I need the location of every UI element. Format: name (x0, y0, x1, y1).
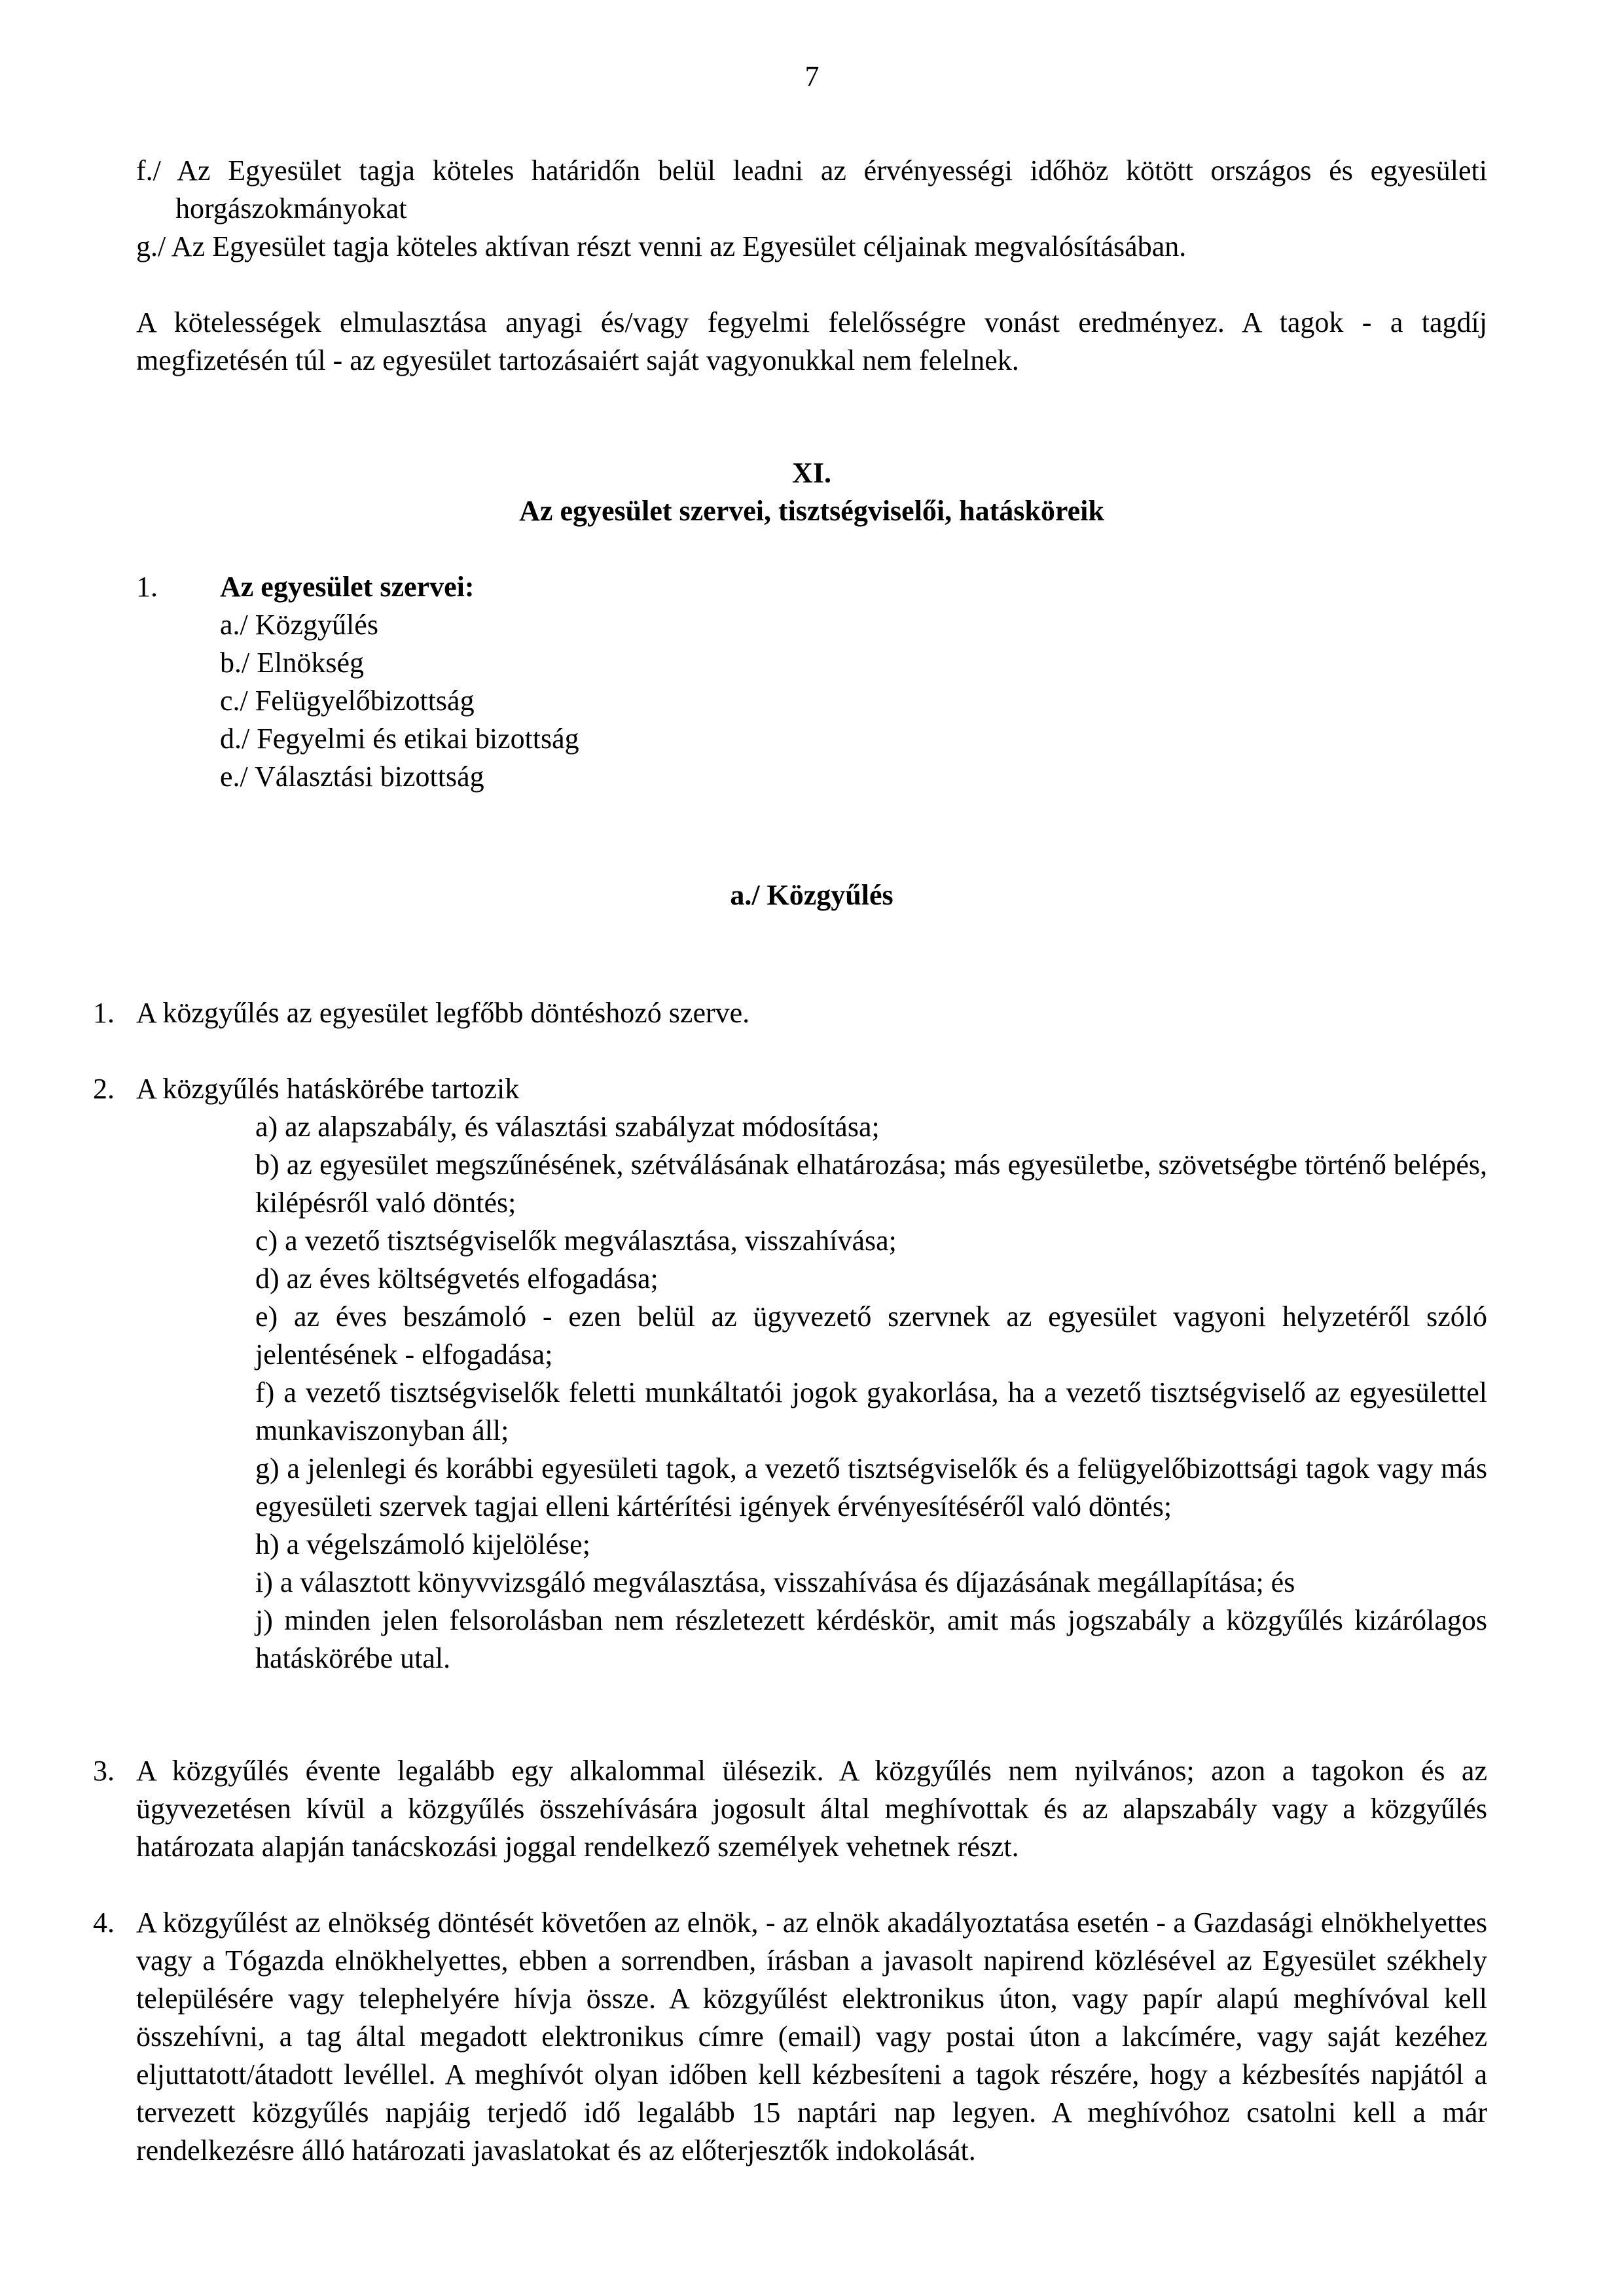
section-title: a./ Közgyűlés (730, 879, 893, 911)
duties-paragraph: A kötelességek elmulasztása anyagi és/vagy fegyelmi felelősségre vonást eredményez. A tagok - a tagdíj megfizetésén túl - az egyesület tartozásaiért saját vagyonukkal nem felelnek. (136, 306, 1487, 376)
competence-item: h) a végelszámoló kijelölése; (255, 1528, 590, 1560)
organ-item-felugyelobizottsag: c./ Felügyelőbizottság (220, 685, 475, 717)
point-text: A közgyűlést az elnökség döntését követően az elnök, - az elnök akadályoztatása esetén - a Gazdasági elnökhelyettes vagy a Tógazda elnökhelyettes, ebben a sorrendben, írásban a javasolt napirend közlésével az Egyesület székhely településére vagy telephelyére hívja össze. A közgyűlést elektronikus úton, vagy papír alapú meghívóval kell összehívni, a tag által megadott elektronikus címre (email) vagy postai úton a lakcímére, vagy saját kezéhez eljuttatott/átadott levéllel. A meghívót olyan időben kell kézbesíteni a tagok részére, hogy a kézbesítés napjától a tervezett közgyűlés napjáig terjedő idő legalább 15 naptári nap legyen. A meghívóhoz csatolni kell a már rendelkezésre álló határozati javaslatokat és az előterjesztők indokolását. (136, 1907, 1487, 2166)
competence-item: i) a választott könyvvizsgáló megválasztása, visszahívása és díjazásának megállapítása; és (255, 1566, 1295, 1598)
page-number: 7 (804, 60, 820, 92)
point-4 (93, 1904, 1487, 2170)
point-text: A közgyűlés évente legalább egy alkalommal ülésezik. A közgyűlés nem nyilvános; azon a tagokon és az ügyvezetésen kívül a közgyűlés összehívására jogosult által meghívottak és az alapszabály vagy a közgyűlés határozata alapján tanácskozási joggal rendelkező személyek vehetnek részt. (136, 1755, 1487, 1863)
organs-heading (136, 568, 725, 606)
competence-item: e) az éves beszámoló - ezen belül az ügyvezető szervnek az egyesület vagyoni helyzetéről szóló jelentésének - elfogadása; (255, 1300, 1487, 1371)
organs-number: 1. (136, 571, 158, 603)
point-1 (93, 994, 1487, 1032)
competence-item: g) a jelenlegi és korábbi egyesületi tagok, a vezető tisztségviselők és a felügyelőbizottsági tagok vagy más egyesületi szervek tagjai elleni kártérítési igények érvényesítéséről való döntés; (255, 1452, 1487, 1522)
organs-title: Az egyesület szervei: (220, 571, 475, 603)
organ-item-valasztasi-bizottsag: e./ Választási bizottság (220, 761, 484, 793)
chapter-heading (136, 454, 1487, 530)
point-text: A közgyűlés az egyesület legfőbb döntéshozó szerve. (136, 997, 750, 1029)
point-text: A közgyűlés hatáskörébe tartozik (136, 1073, 520, 1105)
chapter-number: XI. (792, 457, 831, 489)
organ-item-kozgyules: a./ Közgyűlés (220, 609, 378, 641)
point-number: 2. (93, 1073, 115, 1105)
competence-item: j) minden jelen felsorolásban nem részletezett kérdéskör, amit más jogszabály a közgyűlés kizárólagos hatáskörébe utal. (255, 1604, 1487, 1674)
competence-list (255, 1108, 1487, 1677)
competence-item: a) az alapszabály, és választási szabályzat módosítása; (255, 1111, 880, 1143)
competence-item: d) az éves költségvetés elfogadása; (255, 1263, 659, 1295)
competence-item: f) a vezető tisztségviselők feletti munkáltatói jogok gyakorlása, ha a vezető tisztségviselő az egyesülettel munkaviszonyban áll; (255, 1376, 1487, 1446)
point-2 (93, 1070, 1487, 1108)
intro-item-g: g./ Az Egyesület tagja köteles aktívan részt venni az Egyesület céljainak megvalósításában. (136, 230, 1187, 262)
point-number: 4. (93, 1907, 115, 1939)
point-3 (93, 1752, 1487, 1866)
competence-item: c) a vezető tisztségviselők megválasztása, visszahívása; (255, 1225, 897, 1257)
point-number: 3. (93, 1755, 115, 1787)
intro-items (136, 152, 1487, 266)
point-number: 1. (93, 997, 115, 1029)
organ-item-fegyelmi-bizottsag: d./ Fegyelmi és etikai bizottság (220, 723, 579, 755)
competence-item: b) az egyesület megszűnésének, szétválásának elhatározása; más egyesületbe, szövetségbe történő belépés, kilépésről való döntés; (255, 1149, 1487, 1219)
intro-item-f: f./ Az Egyesület tagja köteles határidőn belül leadni az érvényességi időhöz kötött országos és egyesületi horgászokmányokat (136, 154, 1487, 224)
organ-item-elnokseg: b./ Elnökség (220, 647, 364, 679)
chapter-title: Az egyesület szervei, tisztségviselői, hatásköreik (519, 495, 1104, 527)
organs-list (220, 606, 809, 796)
